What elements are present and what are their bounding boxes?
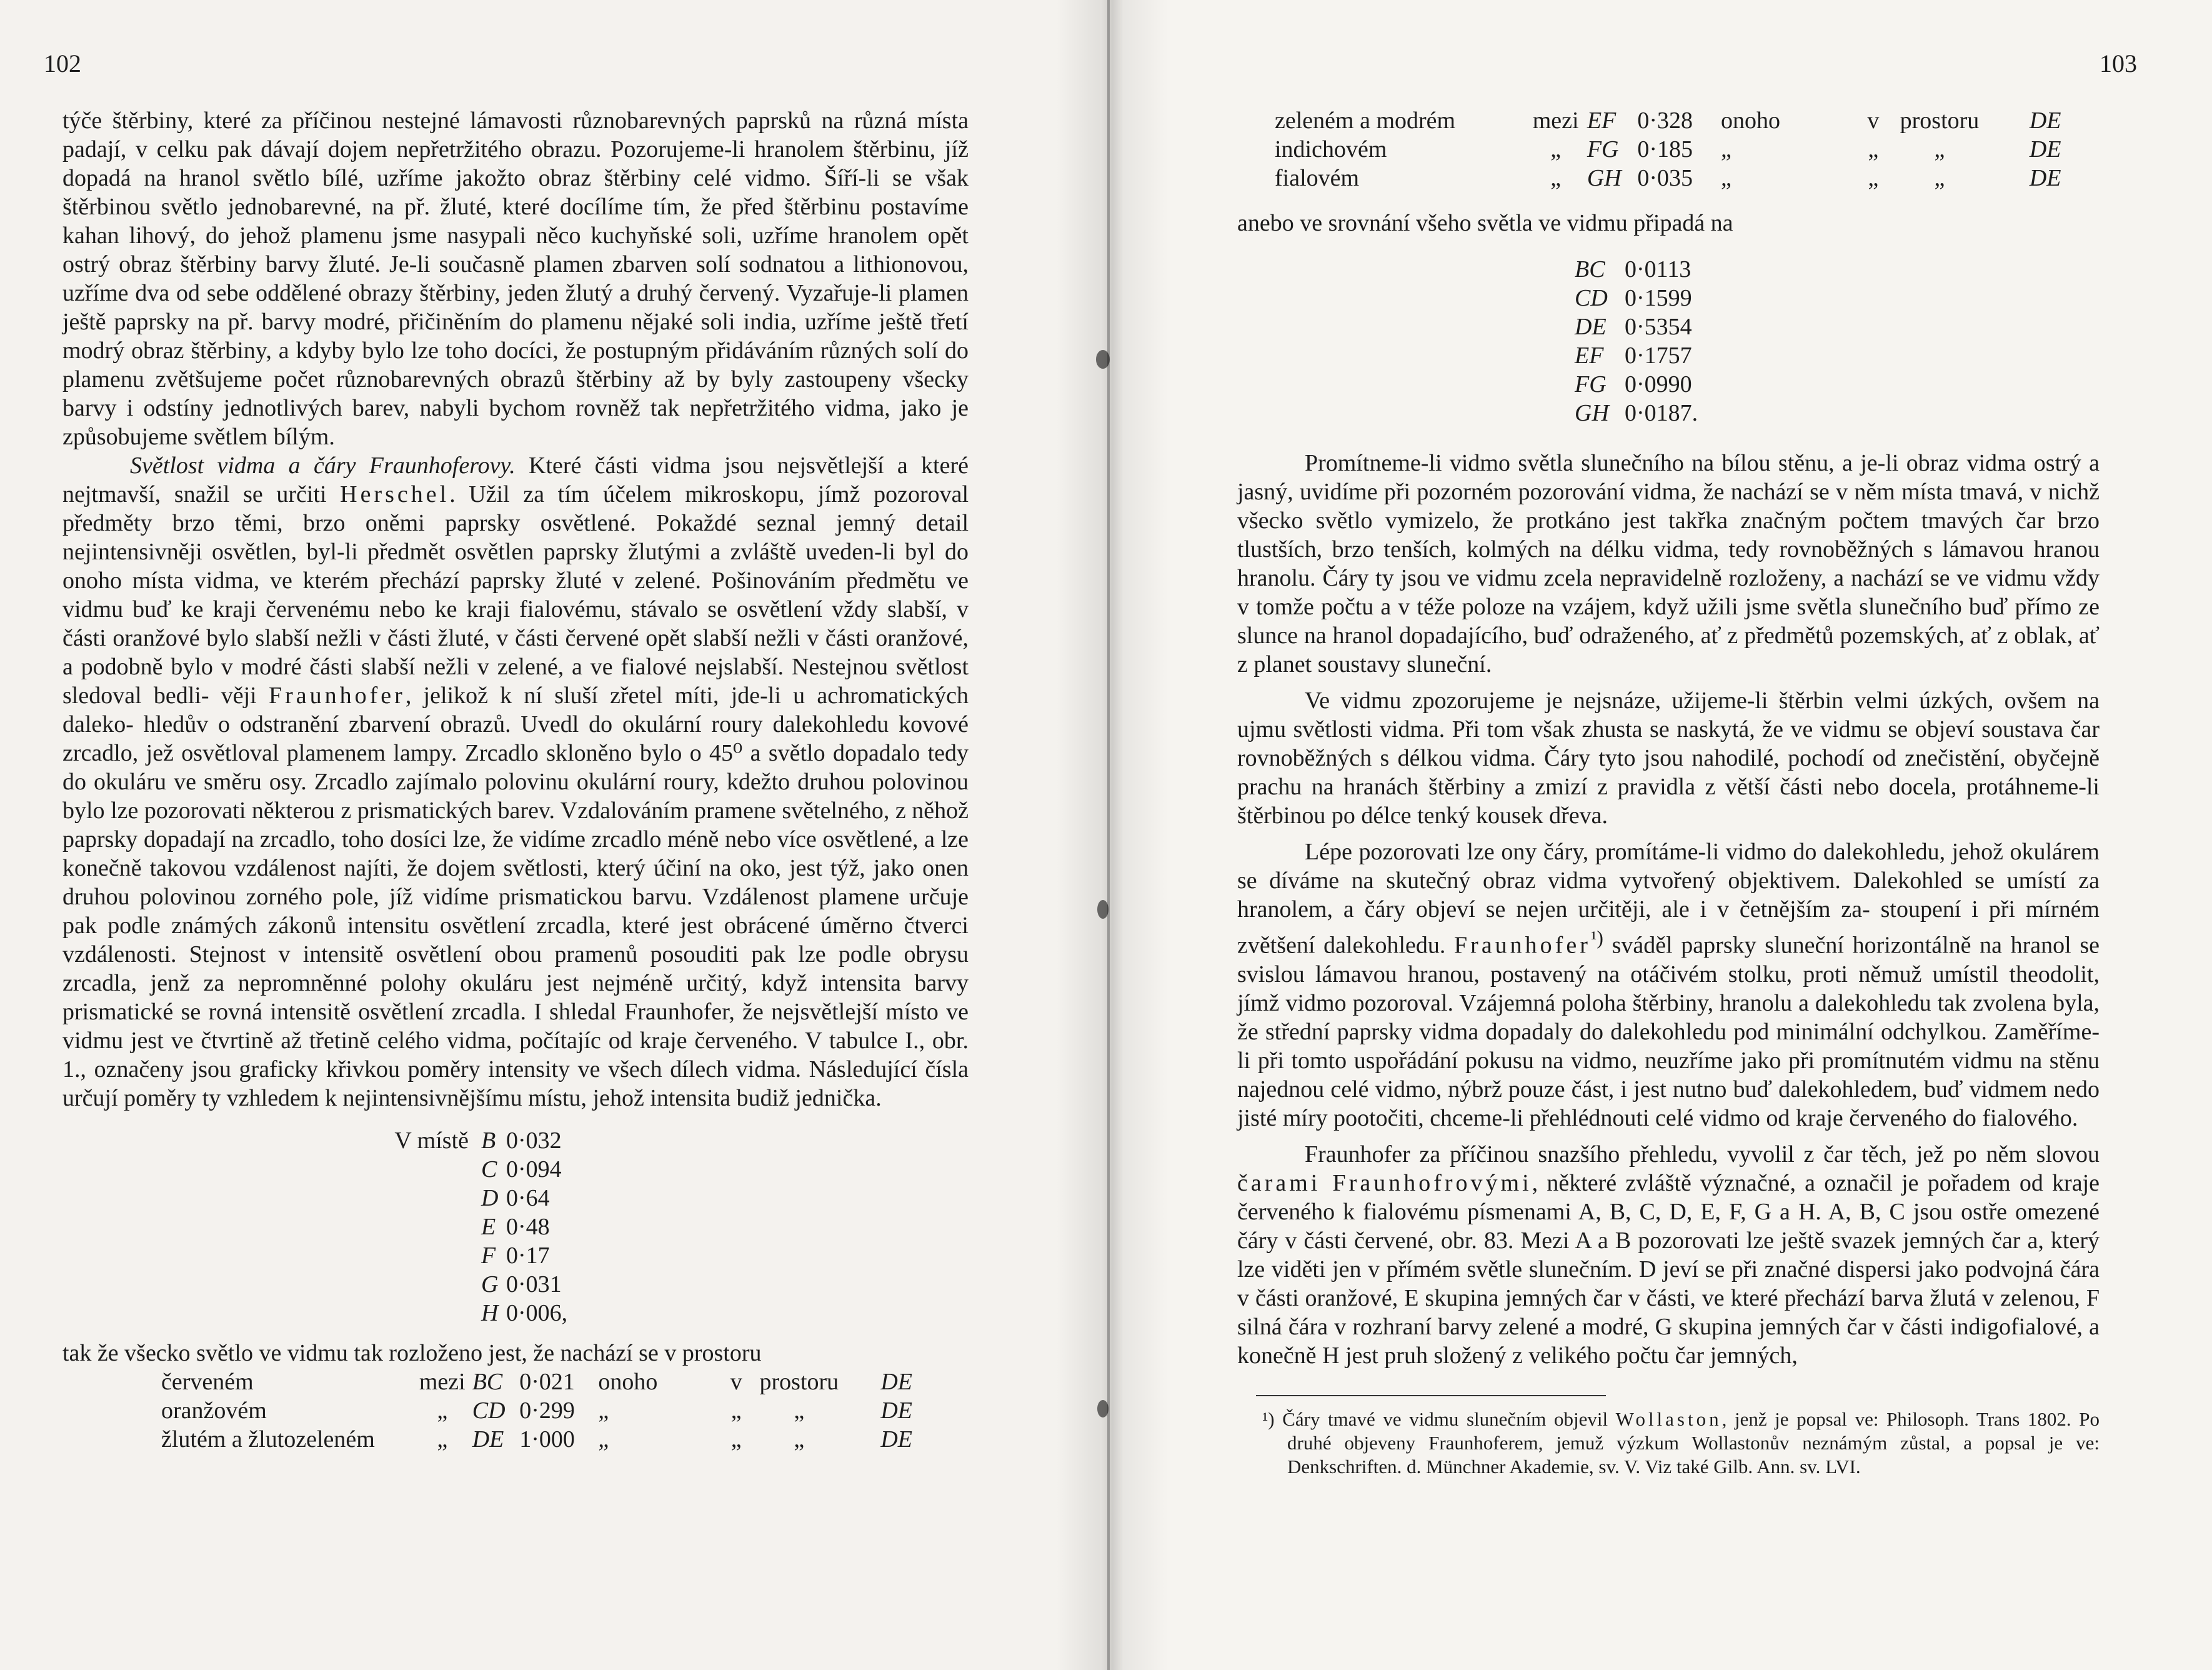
page-number-right: 103 [2100,49,2137,78]
name-wollaston: Wollaston [1615,1408,1722,1430]
page-left [0,0,1100,1670]
page-right-text [1237,106,2100,1479]
page-stain [1097,1400,1108,1418]
footnote-ref: ¹) [1590,927,1603,949]
section-heading: Světlost vidma a čáry Fraunhoferovy. [130,452,516,479]
share-table [1575,255,1698,428]
paragraph-fraunhofer-lines: Fraunhofer za příčinou snazšího přehledu, vyvolil z čar těch, jež po něm slovou čarami Fraunhofrovými, některé zvláště význačné, a označil je pořadem od kraje červeného k fialovému písmenami A, B, C, D, E, F, G a H. A, B, C jsou ostře omezené čáry v části červené, obr. 83. Mezi A a B pozorovati lze ještě svazek jemných čar a, který lze viděti jen v přímém světle slunečním. D jeví se při značné dispersi jako podvojná čára v části oranžové, E skupina jemných čar v části, ve které přechází barva žlutá v zelenou, F silná čára v rozhraní barvy zelené a modré, G skupina jemných čar v části indigofialové, a konečně H jest pruh složený z velikého počtu čar jemných, [1237,1141,2100,1369]
share-row: DE 0·5354 [1575,314,1692,340]
footnote-rule [1256,1395,1606,1396]
color-distribution-table-left [161,1368,924,1454]
term-fraunhofer-lines: čarami Fraunhofrovými [1237,1169,1532,1196]
color-distribution-table-right [1275,106,2075,192]
share-row: BC 0·0113 [1575,256,1691,282]
page-stain [1096,350,1110,369]
color-row: zeleném a modrém mezi EF 0·328 onoho v prostoru DE [1275,108,2061,134]
comparison-line: anebo ve srovnání všeho světla ve vidmu připadá na [1237,210,1733,236]
paragraph-telescope: Lépe pozorovati lze ony čáry, promítáme-li vidmo do dalekohledu, jehož okulárem se díváme na skutečný obraz vidma vytvořený objektivem. Dalekohled se umístí za hranolem, a čáry objeví se nejen určitěji, ale i v četnějším za- stoupení i při mírném zvětšení dalekohledu. Fraunhofer$^{^1)}$ sváděl paprsky sluneční horizontálně na hranol se svislou lámavou hranou, postavený na otáčivém stolku, proti němuž umístil theodolit, jímž vidmo pozoroval. Vzájemná poloha štěrbiny, hranolu a dalekohledu tak zvolena byla, že střední paprsky vidma dopadaly do dalekohledu pod minimální odchylkou. Zaměříme-li při tomto uspořádání pokusu na vidmo, neuzříme jako při promítnutém vidmu na stěnu najednou celé vidmo, nýbrž pouze část, i jest nutno buď dalekohledem, buď vidmem nedo jisté míry pootočiti, chceme-li přehlédnouti celé vidmo od kraje červeného do fialového. [1237,839,2100,1131]
intensity-row: D 0·64 [481,1185,550,1211]
share-row: EF 0·1757 [1575,342,1692,369]
share-row: CD 0·1599 [1575,285,1692,311]
intensity-row: E 0·48 [481,1214,550,1240]
paragraph-projection: Promítneme-li vidmo světla slunečního na bílou stěnu, a je-li obraz vidma ostrý a jasný, uvidíme při pozorném pozorování vidma, že nachází se v něm místa tmavá, v nichž všecko světlo vymizelo, že protkáno jest takřka značným počtem tmavých čar brzo tlustších, brzo tenších, kolmých na délku vidma, tedy rovnoběžných s lámavou hranou hranolu. Čáry ty jsou ve vidmu zcela nepravidelně rozloženy, a nachází se ve vidmu vždy v tomže počtu a v téže poloze na vzájem, když užili jsme světla slunečního buď přímo ze slunce na hranol dopadajícího, buď odraženého, ať z předmětů pozemských, ať z oblak, ať z planet soustavy sluneční. [1237,450,2100,678]
page-number-left: 102 [44,49,81,78]
color-row: indichovém „ FG 0·185 „ „ „ DE [1275,136,2061,162]
color-row: červeném mezi BC 0·021 onoho v prostoru DE [161,1369,912,1395]
paragraph-brightness: Světlost vidma a čáry Fraunhoferovy. Které části vidma jsou nejsvětlejší a které nejtmavší, snažil se určiti Herschel. Užil za tím účelem mikroskopu, jímž pozoroval předměty brzo těmi, brzo oněmi paprsky osvětlené. Pokaždé seznal jemný detail nejintensivněji osvětlen, byl-li předmět osvětlen paprsky žlutými a zvláště uveden-li byl do onoho místa vidma, ve kterém přechází paprsky žluté v zelené. Pošinováním předmětu ve vidmu buď ke kraji červenému nebo ke kraji fialovému, stávalo se osvětlení vždy slabší, v části oranžové bylo slabší nežli v části žluté, v části červené opět slabší nežli v části oranžové, a podobně bylo v modré části slabší nežli v zelené, a ve fialové nejslabší. Nestejnou světlost sledoval bedli- věji Fraunhofer, jelikož k ní sluší zřetel míti, jde-li u achromatických daleko- hledův o odstranění zbarvení obrazů. Uvedl do okulární roury dalekohledu kovové zrcadlo, jež osvětloval plamenem lampy. Zrcadlo skloněno bylo o 45⁰ a světlo dopadalo tedy do okuláru ve směru osy. Zrcadlo zajímalo polovinu okulární roury, kdežto druhou polovinou bylo lze pozorovati některou z prismatických barev. Vzdalováním pramene světelného, z něhož paprsky dopadají na zrcadlo, toho dosíci lze, že vidíme zrcadlo méně nebo více osvětlené, a lze konečně takovou vzdálenost najíti, že dojem světlosti, který účiní na oko, jest týž, jako onen druhou polovinou zorného pole, jíž vidíme prismatickou barvu. Vzdálenost plamene určuje pak podle známých zákonů intensitu osvětlení zrcadla, které jest obrácené úměrno čtverci vzdálenosti. Stejnost v intensitě osvětlení obou pramenů posouditi pak lze podle obrysu zrcadla, jenž za nepromněnné polohy okuláru jest nejméně určitý, když intensita barvy prismatické se rovná intensitě osvětlení zrcadla. I shledal Fraunhofer, že nejsvětlejší místo ve vidmu jest ve čtvrtině až třetině celého vidma, počítajíc od kraje červeného. V tabulce I., obr. 1., označeny jsou graficky křivkou poměry intensity ve všech dílech vidma. Následující čísla určují poměry ty vzhledem k nejintensivnějšímu místu, jehož intensita budiž jednička. [62,452,969,1111]
paragraph-slits: Ve vidmu zpozorujeme je nejsnáze, užijeme-li štěrbin velmi úzkých, ovšem na ujmu světlosti vidma. Při tom však zhusta se naskytá, že ve vidmu se objeví soustava čar rovnoběžných s délkou vidma. Čáry tyto jsou nahodilé, pochodí od znečistění, obyčejně prachu na hranách štěrbiny a zmizí z pravidla z větší části nebo docela, protáhneme-li štěrbinou po délce tenký kousek dřeva. [1237,688,2100,829]
paragraph-after-table: tak že všecko světlo ve vidmu tak rozloženo jest, že nachází se v prostoru [62,1340,762,1366]
intensity-row: F 0·17 [481,1242,550,1269]
book-gutter-line [1107,0,1110,1670]
intensity-table [362,1126,567,1328]
intensity-row: V místě B 0·032 [394,1128,562,1154]
name-herschel: Herschel [340,481,450,508]
name-fraunhofer-2: Fraunhofer [1454,932,1591,959]
share-row: GH 0·0187. [1575,400,1698,426]
paragraph-continuation: týče štěrbiny, které za příčinou nestejné lámavosti různobarevných paprsků na různá místa padají, v celku pak dávají dojem nepřetržitého obrazu. Pozorujeme-li hranolem štěrbinu, jíž dopadá na hranol světlo bílé, uzříme jakožto obraz štěrbiny celé vidmo. Šíří-li se však štěrbinou světlo jednobarevné, na př. žluté, které docílíme tím, že před štěrbinu postavíme kahan lihový, do jehož plamenu jsme nasypali něco kuchyňské soli, uzříme hranolem opět ostrý obraz štěrbiny barvy žluté. Je-li současně plamen zbarven solí sodnatou a lithionovou, uzříme dva od sebe oddělené obrazy štěrbiny, jeden žlutý a druhý červený. Vyzařuje-li plamen ještě paprsky na př. barvy modré, přičiněním do plamenu nějaké soli india, uzříme ještě třetí modrý obraz štěrbiny, a kdyby bylo lze toho docíci, že postupným přidáváním různých solí do plamenu zvětšujeme počet různobarevných obrazů štěrbiny až by byly zastoupeny všecky barvy i odstíny jednotlivých barev, nabyli bychom rovněž tak nepřetržitého vidma, jako je způsobujeme světlem bílým. [62,108,969,450]
page-left-text [62,106,969,1454]
footnote-mark: ¹) [1262,1408,1275,1430]
page-stain [1097,900,1108,919]
name-fraunhofer: Fraunhofer [268,682,406,709]
color-row: žlutém a žlutozeleném „ DE 1·000 „ „ „ DE [161,1426,912,1452]
intensity-row: C 0·094 [481,1156,562,1182]
intensity-row: G 0·031 [481,1271,562,1298]
share-row: FG 0·0990 [1575,371,1692,398]
intensity-row: H 0·006, [481,1300,568,1326]
color-row: fialovém „ GH 0·035 „ „ „ DE [1275,165,2061,191]
footnote: ¹) Čáry tmavé ve vidmu slunečním objevil Wollaston, jenž je popsal ve: Philosoph. Trans 1802. Po druhé objeveny Fraunhoferem, jemuž výzkum Wollastonův neznámým zůstal, a popsal je ve: Denkschriften. d. Münchner Akademie, sv. V. Viz také Gilb. Ann. sv. LVI. [1262,1408,2100,1478]
page-right [1100,0,2212,1670]
color-row: oranžovém „ CD 0·299 „ „ „ DE [161,1398,912,1424]
